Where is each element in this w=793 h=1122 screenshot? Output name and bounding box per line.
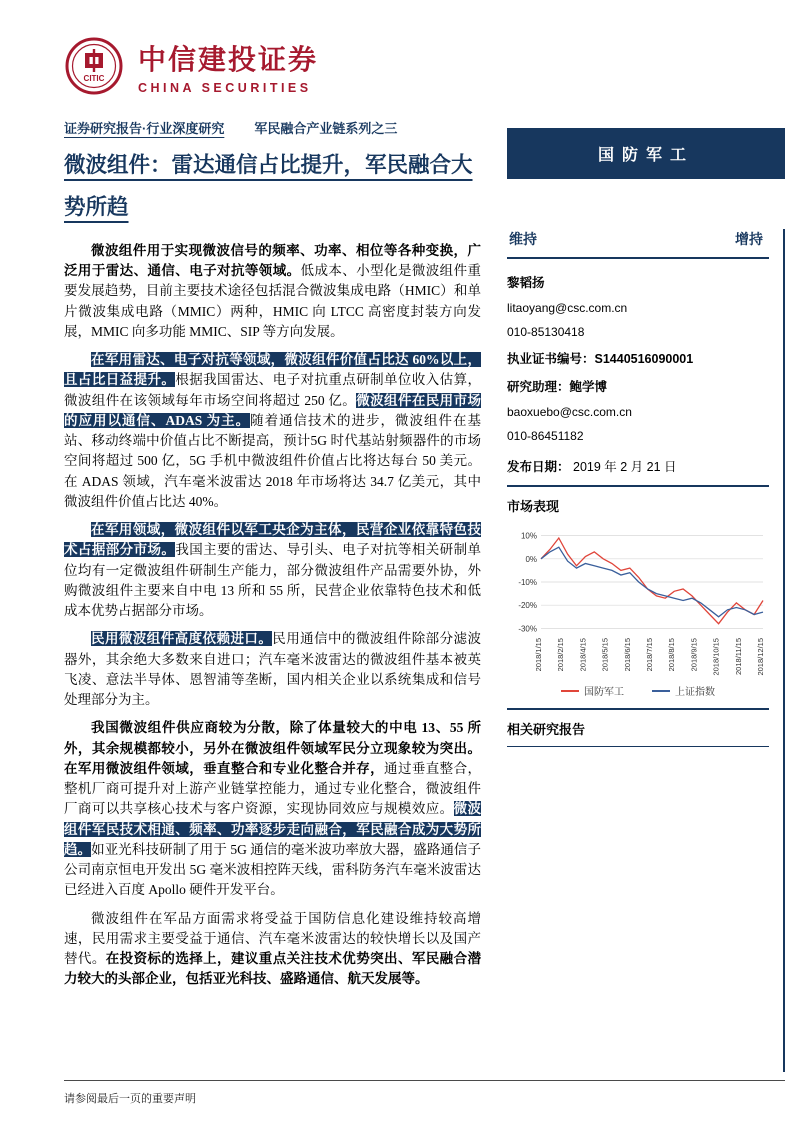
market-chart-svg: [507, 523, 769, 681]
x-tick-label: 2018/8/15: [667, 638, 677, 672]
x-tick-label: 2018/4/15: [578, 638, 588, 672]
paragraph: 在军用雷达、电子对抗等领域，微波组件价值占比达 60%以上，且占比日益提升。根据我国雷达、电子对抗重点研制单位收入估算，微波组件在该领域每年市场空间将超过 250 亿。微波组件在民用市场的应用以通信、ADAS 为主。随着通信技术的进步，微波组件在基站、移动终端中价值占比不断提高，预计5G 时代基站射频器件的市场空间将超过 500 亿，5G 手机中微波组件价值占比将达每台 50 美元。在 ADAS 领域，汽车毫米波雷达 2018 年市场将达 34.7 亿美元，其中微波组件价值占比达 40%。: [64, 352, 482, 509]
x-tick-label: 2018/12/15: [756, 638, 765, 676]
assistant-name: 研究助理：鲍学博: [507, 380, 608, 394]
analyst-name: 黎韬扬: [507, 276, 545, 290]
legend-label-defense: 国防军工: [584, 687, 624, 698]
svg-text:CITIC: CITIC: [83, 74, 105, 83]
sidebar: [507, 114, 785, 1072]
y-tick-label: -10%: [518, 578, 537, 587]
publish-date-label: 发布日期：: [507, 460, 570, 474]
brand-name-cn: 中信建投证券: [138, 44, 319, 76]
rating-row: [507, 229, 769, 259]
paragraph: 微波组件用于实现微波信号的频率、功率、相位等各种变换，广泛用于雷达、通信、电子对抗等领域。低成本、小型化是微波组件重要发展趋势，目前主要技术途径包括混合微波集成电路（HMIC）和单片微波集成电路（MMIC）两种，HMIC 向 LTCC 高密度封装方向发展，MMIC 向多功能 MMIC、SIP 等方向发展。: [64, 242, 482, 339]
related-section-title: 相关研究报告: [507, 722, 586, 737]
analyst-phone: 010-85130418: [507, 325, 585, 339]
y-tick-label: 0%: [525, 554, 537, 564]
disclaimer-text: 请参阅最后一页的重要声明: [64, 1093, 196, 1105]
chart-legend: [507, 683, 769, 698]
paragraph: 微波组件在军品方面需求将受益于国防信息化建设维持较高增速，民用需求主要受益于通信、汽车毫米波雷达的较快增长以及国产替代。在投资标的选择上，建议重点关注技术优势突出、军民融合潜力较大的头部企业，包括亚光科技、盛路通信、航天发展等。: [64, 910, 482, 987]
paragraph: 我国微波组件供应商较为分散，除了体量较大的中电 13、55 所外，其余规模都较小，另外在微波组件领域军民分立现象较为突出。在军用微波组件领域，垂直整合和专业化整合并存，通过垂直整合，整机厂商可提升对上游产业链掌控能力，通过专业化整合，微波组件厂商可以共享核心技术与客户资源，实现协同效应与规模效应。微波组件军民技术相通、频率、功率逐步走向融合，军民融合成为大势所趋。如亚光科技研制了用于 5G 通信的毫米波功率放大器，盛路通信子公司南京恒电开发出 5G 毫米波相控阵天线，雷科防务汽车毫米波雷达已经进入百度 Apollo 硬件开发平台。: [64, 720, 482, 898]
related-section-underline: [507, 746, 769, 747]
sidebar-body: [507, 229, 785, 1072]
brand-name-en: CHINA SECURITIES: [138, 80, 312, 95]
paragraph: 在军用领域，微波组件以军工央企为主体，民营企业依靠特色技术占据部分市场。我国主要的雷达、导引头、电子对抗等相关研制单位均有一定微波组件研制生产能力，部分微波组件产品需要外协，外购微波组件主要来自中电 13 所和 55 所，民营企业依靠特色技术和低成本优势占据部分市场。: [64, 522, 482, 619]
page-footer: [64, 1080, 785, 1122]
rating-action-label: 维持: [509, 231, 537, 247]
y-tick-label: 10%: [520, 531, 537, 541]
legend-swatch-blue: [652, 690, 670, 692]
publish-date-value: 2019 年 2 月 21 日: [573, 460, 677, 474]
series-line-国防军工: [541, 538, 763, 624]
legend-swatch-red: [561, 690, 579, 692]
analyst-cert: 执业证书编号：S1440516090001: [507, 352, 694, 366]
market-performance-chart: [507, 523, 769, 698]
analyst-email: litaoyang@csc.com.cn: [507, 301, 628, 315]
assistant-email: baoxuebo@csc.com.cn: [507, 405, 632, 419]
report-meta-row: [64, 118, 481, 137]
y-tick-label: -30%: [518, 624, 537, 634]
x-tick-label: 2018/1/15: [534, 638, 543, 672]
x-tick-label: 2018/7/15: [645, 638, 654, 672]
assistant-phone: 010-86451182: [507, 429, 584, 443]
x-tick-label: 2018/2/15: [556, 638, 566, 672]
related-section-divider: [507, 708, 769, 710]
rating-value-label: 增持: [735, 231, 763, 247]
x-tick-label: 2018/5/15: [600, 638, 610, 672]
legend-item-defense: [561, 683, 624, 698]
legend-item-index: [652, 683, 715, 698]
report-series-label: 军民融合产业链系列之三: [254, 121, 398, 136]
x-tick-label: 2018/9/15: [689, 638, 699, 672]
x-tick-label: 2018/10/15: [711, 638, 721, 676]
article-body: [64, 241, 481, 990]
content-columns: [64, 114, 785, 1072]
analyst-block: [507, 273, 769, 443]
paragraph: 民用微波组件高度依赖进口。民用通信中的微波组件除部分滤波器外，其余绝大多数来自进口；汽车毫米波雷达的微波组件基本被英飞凌、意法半导体、恩智浦等垄断，国内相关企业以系统集成和信号处理部分为主。: [64, 631, 482, 708]
citic-logo-icon: [64, 36, 124, 96]
publish-date-row: [507, 457, 769, 475]
main-column: [64, 114, 481, 1072]
brand-header: [64, 28, 785, 104]
report-type-label: 证券研究报告·行业深度研究: [64, 121, 225, 136]
legend-label-index: 上证指数: [675, 687, 715, 698]
market-section-title: 市场表现: [507, 499, 560, 514]
y-tick-label: -20%: [518, 601, 537, 611]
industry-badge: 国防军工: [507, 128, 785, 179]
market-section-divider: [507, 485, 769, 487]
x-tick-label: 2018/11/15: [733, 638, 743, 675]
brand-names: [138, 38, 318, 95]
x-tick-label: 2018/6/15: [622, 638, 632, 672]
page-title: 微波组件：雷达通信占比提升，军民融合大势所趋: [64, 153, 473, 219]
